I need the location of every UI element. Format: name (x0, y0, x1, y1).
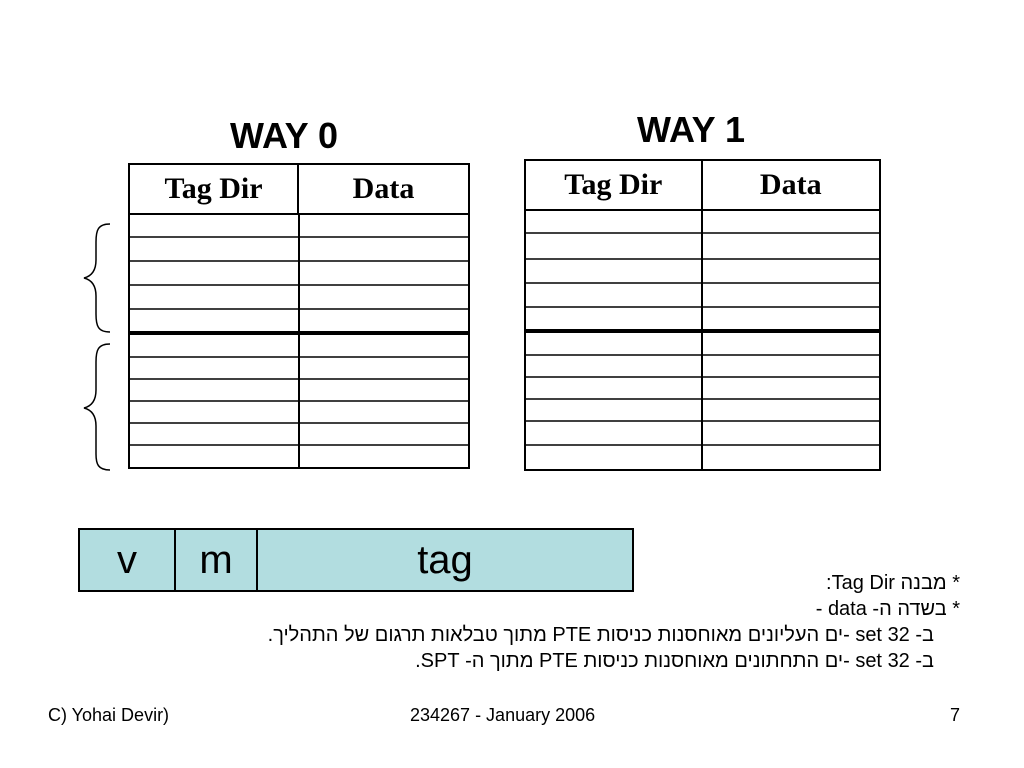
curly-brace-icon (84, 224, 110, 332)
way-1-table (524, 159, 881, 471)
way-1-tagdir-header: Tag Dir (526, 161, 703, 209)
way-1-grid (526, 211, 879, 469)
note-line: ב- 32 set -ים התחתונים מאוחסנות כניסות PTE מתוך ה- SPT. (415, 650, 934, 672)
modified-bit-field: m (176, 530, 258, 590)
way-0-data-header: Data (352, 172, 415, 205)
note-line: * בשדה ה- data - (815, 598, 960, 620)
way-0-title: WAY 0 (230, 115, 339, 156)
way-0-header-row (130, 165, 468, 215)
set-group-braces (78, 222, 114, 472)
footer-course: 234267 - January 2006 (410, 705, 596, 725)
way-0-table (128, 163, 470, 469)
way-0-grid (130, 215, 468, 467)
way-1-data-header: Data (759, 168, 822, 201)
way-1-header-row (526, 161, 879, 211)
way-1-title: WAY 1 (637, 109, 746, 150)
notes-block (200, 570, 960, 674)
valid-bit-field: v (80, 530, 176, 590)
note-line: * מבנה Tag Dir: (826, 572, 960, 594)
way-0-rows (130, 215, 468, 467)
footer-copyright: C) Yohai Devir) (48, 705, 170, 725)
note-line: ב- 32 set -ים העליונים מאוחסנות כניסות PTE מתוך טבלאות תרגום של התהליך. (267, 624, 934, 646)
curly-brace-icon (84, 344, 110, 470)
footer-page-number: 7 (950, 705, 961, 725)
way-0-tagdir-header: Tag Dir (130, 165, 299, 213)
tag-field: tag (417, 537, 473, 582)
way-1-rows (526, 211, 879, 469)
